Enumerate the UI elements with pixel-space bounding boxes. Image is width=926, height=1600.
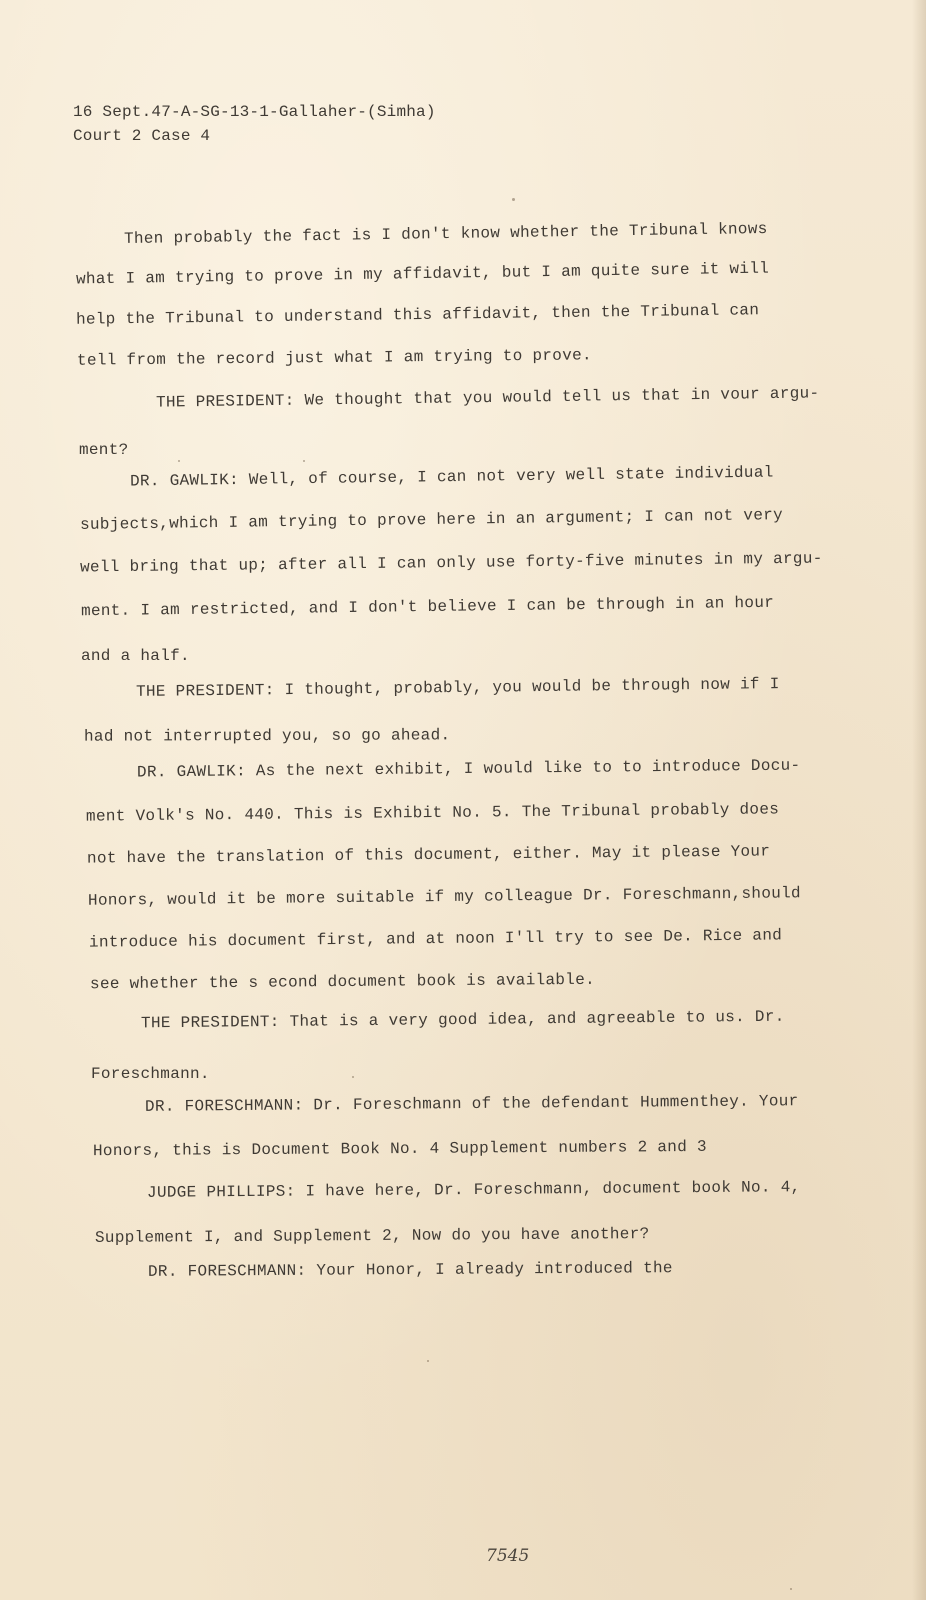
transcript-line: and a half. bbox=[81, 647, 190, 665]
paper-speck bbox=[512, 198, 515, 201]
paper-speck bbox=[303, 460, 305, 462]
transcript-line: Then probably the fact is I don't know whether the Tribunal knows bbox=[123, 219, 768, 249]
transcript-line: ment. I am restricted, and I don't believe I can be through in an hour bbox=[80, 593, 775, 621]
transcript-line: DR. GAWLIK: Well, of course, I can not very well state individual bbox=[129, 463, 774, 491]
transcript-line: see whether the s econd document book is available. bbox=[89, 970, 596, 994]
paper-speck bbox=[352, 1076, 354, 1078]
transcript-line: ment Volk's No. 440. This is Exhibit No. 5. The Tribunal probably does bbox=[85, 800, 780, 826]
transcript-line: THE PRESIDENT: I thought, probably, you would be through now if I bbox=[135, 675, 780, 701]
transcript-line: THE PRESIDENT: We thought that you would tell us that in vour argu- bbox=[155, 384, 820, 412]
transcript-line: not have the translation of this document, either. May it please Your bbox=[86, 842, 771, 868]
transcript-line: what I am trying to prove in my affidavit, but I am quite sure it will bbox=[75, 259, 770, 289]
transcript-line: had not interrupted you, so go ahead. bbox=[83, 726, 451, 746]
transcript-line: DR. FORESCHMANN: Your Honor, I already introduced the bbox=[147, 1259, 673, 1281]
transcript-line: DR. FORESCHMANN: Dr. Foreschmann of the defendant Hummenthey. Your bbox=[144, 1092, 799, 1116]
transcript-line: Honors, would it be more suitable if my colleague Dr. Foreschmann,should bbox=[87, 884, 801, 910]
transcript-line: introduce his document first, and at noon I'll try to see De. Rice and bbox=[88, 926, 783, 952]
transcript-line: JUDGE PHILLIPS: I have here, Dr. Foreschmann, document book No. 4, bbox=[146, 1178, 801, 1202]
transcript-line: DR. GAWLIK: As the next exhibit, I would like to to introduce Docu- bbox=[136, 756, 801, 782]
transcript-line: Supplement I, and Supplement 2, Now do you have another? bbox=[94, 1225, 650, 1247]
transcript-line: help the Tribunal to understand this affidavit, then the Tribunal can bbox=[75, 301, 760, 329]
transcript-line: ment? bbox=[79, 441, 129, 459]
paper-speck bbox=[790, 1588, 792, 1590]
transcript-line: well bring that up; after all I can only use forty-five minutes in my argu- bbox=[79, 549, 823, 577]
paper-speck bbox=[427, 1360, 429, 1362]
header-reference: 16 Sept.47-A-SG-13-1-Gallaher-(Simha) bbox=[73, 103, 436, 121]
transcript-line: Foreschmann. bbox=[91, 1065, 210, 1083]
transcript-line: Honors, this is Document Book No. 4 Supplement numbers 2 and 3 bbox=[92, 1137, 707, 1161]
paper-speck bbox=[178, 460, 180, 462]
header-court-case: Court 2 Case 4 bbox=[73, 127, 211, 145]
transcript-line: subjects,which I am trying to prove here in an argument; I can not very bbox=[79, 506, 784, 534]
transcript-line: THE PRESIDENT: That is a very good idea, and agreeable to us. Dr. bbox=[140, 1007, 785, 1033]
page-number: 7545 bbox=[486, 1546, 530, 1566]
transcript-line: tell from the record just what I am trying to prove. bbox=[76, 346, 592, 370]
